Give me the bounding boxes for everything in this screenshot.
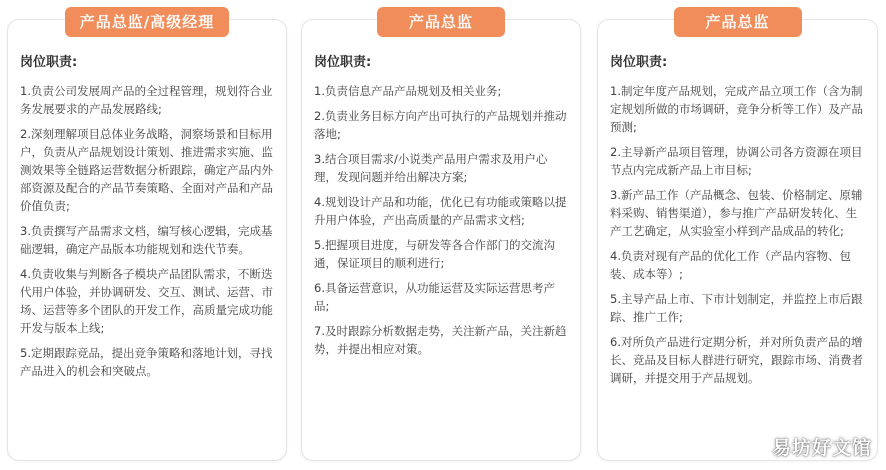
responsibility-item: 7.及时跟踪分析数据走势，关注新产品，关注新趋势，并提出相应对策。 <box>314 324 567 356</box>
job-card-product-director-2 <box>301 13 581 461</box>
card-content <box>314 54 570 365</box>
responsibility-item: 5.主导产品上市、下市计划制定，并监控上市后跟踪、推广工作; <box>610 292 863 324</box>
card-title: 产品总监 <box>674 7 802 37</box>
responsibility-label: 岗位职责: <box>610 55 668 70</box>
responsibility-item: 6.具备运营意识，从功能运营及实际运营思考产品; <box>314 281 555 313</box>
card-content <box>20 54 276 387</box>
card-title: 产品总监/高级经理 <box>65 7 229 37</box>
responsibility-item: 2.深刻理解项目总体业务战略，洞察场景和目标用户，负责从产品规划设计策划、推进需求实施、监测效果等全链路运营数据分析跟踪，确定产品内外部资源及配合的产品节奏策略、全面对产品和产品价值负责; <box>20 127 273 213</box>
responsibility-list <box>610 82 867 387</box>
responsibility-item: 4.负责对现有产品的优化工作（产品内容物、包装、成本等）; <box>610 249 851 281</box>
responsibility-item: 3.结合项目需求/小说类产品用户需求及用户心理，发现问题并给出解决方案; <box>314 152 548 184</box>
responsibility-item: 1.负责公司发展周产品的全过程管理，规划符合业务发展要求的产品发展路线; <box>20 84 273 116</box>
responsibility-label: 岗位职责: <box>20 55 78 70</box>
watermark-text: 易坊好文馆 <box>771 437 872 459</box>
responsibility-item: 3.新产品工作（产品概念、包装、价格制定、原辅料采购、销售渠道），参与推广产品研发转化、生产工艺确定，从实验室小样到产品成品的转化; <box>610 188 863 238</box>
card-content <box>610 54 867 394</box>
responsibility-item: 1.制定年度产品规划，完成产品立项工作（含为制定规划所做的市场调研，竞争分析等工作）及产品预测; <box>610 84 863 134</box>
responsibility-item: 4.规划设计产品和功能，优化已有功能或策略以提升用户体验，产出高质量的产品需求文档; <box>314 195 567 227</box>
responsibility-item: 1.负责信息产品产品规划及相关业务; <box>314 84 502 98</box>
responsibility-item: 5.定期跟踪竞品，提出竞争策略和落地计划，寻找产品进入的机会和突破点。 <box>20 346 273 378</box>
responsibility-item: 3.负责撰写产品需求文档，编写核心逻辑，完成基础逻辑，确定产品版本功能规划和迭代节奏。 <box>20 224 273 256</box>
responsibility-label: 岗位职责: <box>314 55 372 70</box>
responsibility-list <box>314 82 570 358</box>
responsibility-item: 5.把握项目进度，与研发等各合作部门的交流沟通，保证项目的顺利进行; <box>314 238 555 270</box>
responsibility-item: 2.主导新产品项目管理，协调公司各方资源在项目节点内完成新产品上市目标; <box>610 145 863 177</box>
responsibility-list <box>20 82 276 380</box>
job-card-product-director-3 <box>597 13 878 461</box>
responsibility-item: 2.负责业务目标方向产出可执行的产品规划并推动落地; <box>314 109 567 141</box>
job-card-product-director-senior-manager <box>7 13 287 461</box>
responsibility-item: 4.负责收集与判断各子模块产品团队需求，不断迭代用户体验，并协调研发、交互、测试、运营、市场、运营等多个团队的开发工作，高质量完成功能开发与版本上线; <box>20 267 273 335</box>
responsibility-item: 6.对所负产品进行定期分析，并对所负责产品的增长、竞品及目标人群进行研究，跟踪市场、消费者调研，并提交用于产品规划。 <box>610 335 863 385</box>
card-title: 产品总监 <box>377 7 505 37</box>
